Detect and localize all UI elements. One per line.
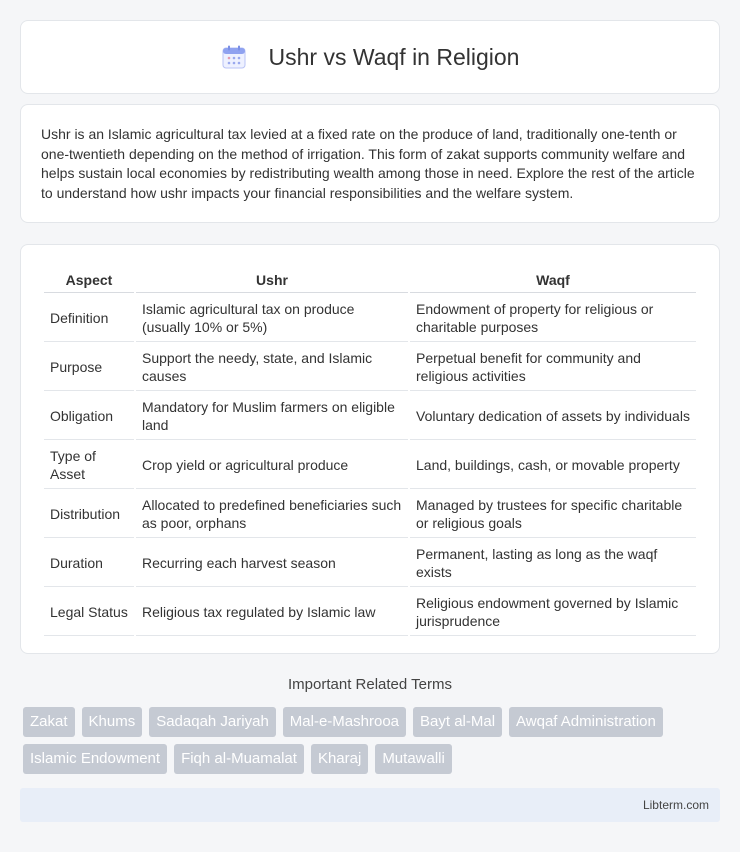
cell-ushr: Crop yield or agricultural produce bbox=[136, 442, 408, 489]
cell-aspect: Definition bbox=[44, 295, 134, 342]
table-row bbox=[44, 491, 696, 538]
cell-waqf: Permanent, lasting as long as the waqf exists bbox=[410, 540, 696, 587]
table-row bbox=[44, 442, 696, 489]
header-card bbox=[20, 20, 720, 94]
cell-waqf: Religious endowment governed by Islamic jurisprudence bbox=[410, 589, 696, 636]
calendar-icon bbox=[221, 44, 247, 70]
cell-aspect: Type of Asset bbox=[44, 442, 134, 489]
related-term-tag[interactable]: Sadaqah Jariyah bbox=[149, 707, 276, 737]
header-aspect: Aspect bbox=[44, 267, 134, 293]
cell-ushr: Allocated to predefined beneficiaries such as poor, orphans bbox=[136, 491, 408, 538]
related-term-tag[interactable]: Zakat bbox=[23, 707, 75, 737]
page-title: Ushr vs Waqf in Religion bbox=[268, 43, 520, 70]
table-row bbox=[44, 344, 696, 391]
intro-card bbox=[20, 104, 720, 223]
comparison-table bbox=[42, 265, 698, 638]
footer-site-link[interactable]: Libterm.com bbox=[642, 798, 709, 812]
related-term-tag[interactable]: Khums bbox=[82, 707, 143, 737]
cell-ushr: Recurring each harvest season bbox=[136, 540, 408, 587]
table-row bbox=[44, 589, 696, 636]
related-term-tag[interactable]: Awqaf Administration bbox=[509, 707, 663, 737]
related-term-tag[interactable]: Kharaj bbox=[311, 744, 368, 774]
related-term-tag[interactable]: Bayt al-Mal bbox=[413, 707, 502, 737]
cell-ushr: Islamic agricultural tax on produce (usually 10% or 5%) bbox=[136, 295, 408, 342]
related-term-tag[interactable]: Islamic Endowment bbox=[23, 744, 167, 774]
cell-aspect: Legal Status bbox=[44, 589, 134, 636]
table-row bbox=[44, 540, 696, 587]
related-term-tag[interactable]: Fiqh al-Muamalat bbox=[174, 744, 304, 774]
table-row bbox=[44, 393, 696, 440]
table-header-row bbox=[44, 267, 696, 293]
cell-aspect: Distribution bbox=[44, 491, 134, 538]
related-terms-title: Important Related Terms bbox=[288, 676, 452, 693]
cell-waqf: Perpetual benefit for community and religious activities bbox=[410, 344, 696, 391]
related-term-tag[interactable]: Mal-e-Mashrooa bbox=[283, 707, 406, 737]
cell-waqf: Managed by trustees for specific charitable or religious goals bbox=[410, 491, 696, 538]
cell-aspect: Duration bbox=[44, 540, 134, 587]
comparison-table-card bbox=[20, 244, 720, 654]
table-row bbox=[44, 295, 696, 342]
cell-aspect: Purpose bbox=[44, 344, 134, 391]
footer bbox=[20, 788, 720, 822]
related-terms-list bbox=[23, 707, 723, 774]
header-ushr: Ushr bbox=[136, 267, 408, 293]
cell-ushr: Support the needy, state, and Islamic causes bbox=[136, 344, 408, 391]
cell-waqf: Endowment of property for religious or charitable purposes bbox=[410, 295, 696, 342]
cell-ushr: Mandatory for Muslim farmers on eligible land bbox=[136, 393, 408, 440]
cell-ushr: Religious tax regulated by Islamic law bbox=[136, 589, 408, 636]
related-term-tag[interactable]: Mutawalli bbox=[375, 744, 452, 774]
header-waqf: Waqf bbox=[410, 267, 696, 293]
cell-waqf: Voluntary dedication of assets by individuals bbox=[410, 393, 696, 440]
intro-text: Ushr is an Islamic agricultural tax levied at a fixed rate on the produce of land, traditionally one-tenth or one-twentieth depending on the method of irrigation. This form of zakat supports community welfare and helps sustain local economies by redistributing wealth among those in need. Explore the rest of the article to understand how ushr impacts your financial responsibilities and the welfare system. bbox=[41, 126, 695, 201]
cell-waqf: Land, buildings, cash, or movable property bbox=[410, 442, 696, 489]
cell-aspect: Obligation bbox=[44, 393, 134, 440]
